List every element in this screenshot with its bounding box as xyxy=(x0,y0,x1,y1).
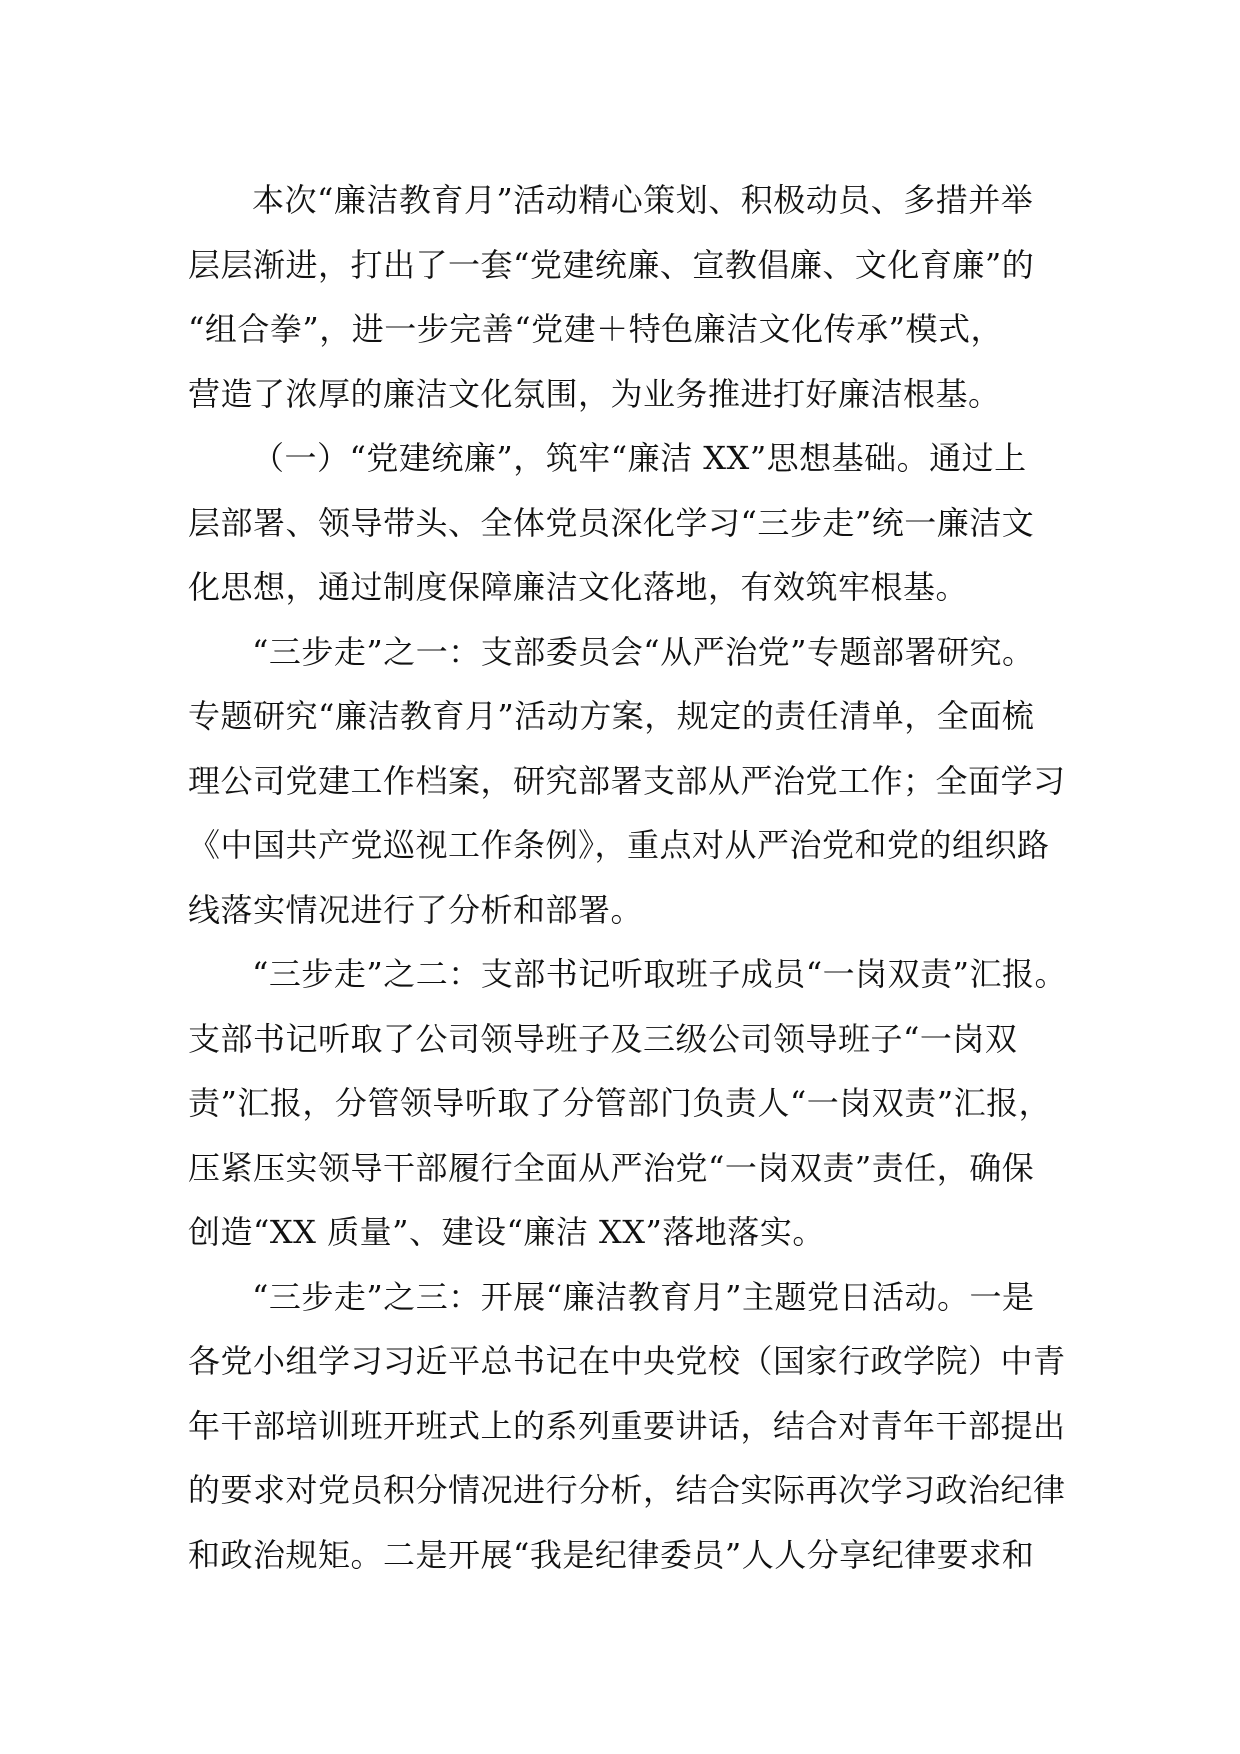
paragraph-line: 专题研究“廉洁教育月”活动方案，规定的责任清单，全面梳 xyxy=(188,697,1035,735)
paragraph-line: 创造“XX 质量”、建设“廉洁 XX”落地落实。 xyxy=(188,1213,825,1251)
paragraph-line: 化思想，通过制度保障廉洁文化落地，有效筑牢根基。 xyxy=(188,568,969,606)
paragraph-line: 层部署、领导带头、全体党员深化学习“三步走”统一廉洁文 xyxy=(188,503,1035,542)
paragraph-line: 支部书记听取了公司领导班子及三级公司领导班子“一岗双 xyxy=(188,1019,1018,1058)
paragraph-line: （一）“党建统廉”，筑牢“廉洁 XX”思想基础。通过上 xyxy=(252,439,1027,477)
paragraph-2 xyxy=(188,426,1088,620)
paragraph-line: 线落实情况进行了分析和部署。 xyxy=(188,890,644,929)
paragraph-line: 各党小组学习习近平总书记在中央党校（国家行政学院）中青 xyxy=(188,1342,1066,1380)
paragraph-line: 的要求对党员积分情况进行分析，结合实际再次学习政治纪律 xyxy=(188,1471,1066,1509)
paragraph-line: 压紧压实领导干部履行全面从严治党“一岗双责”责任，确保 xyxy=(188,1148,1035,1187)
paragraph-line: 理公司党建工作档案，研究部署支部从严治党工作；全面学习 xyxy=(188,761,1066,800)
paragraph-4 xyxy=(188,942,1088,1265)
paragraph-line: 年干部培训班开班式上的系列重要讲话，结合对青年干部提出 xyxy=(188,1406,1066,1445)
paragraph-line: “三步走”之三：开展“廉洁教育月”主题党日活动。一是 xyxy=(252,1277,1035,1316)
paragraph-line: 营造了浓厚的廉洁文化氛围，为业务推进打好廉洁根基。 xyxy=(188,374,1001,413)
paragraph-3 xyxy=(188,620,1088,943)
paragraph-line: 《中国共产党巡视工作条例》，重点对从严治党和党的组织路 xyxy=(188,826,1050,864)
paragraph-1 xyxy=(188,168,1088,426)
paragraph-line: 和政治规矩。二是开展“我是纪律委员”人人分享纪律要求和 xyxy=(188,1535,1035,1574)
paragraph-line: “三步走”之二：支部书记听取班子成员“一岗双责”汇报。 xyxy=(252,955,1067,993)
paragraph-line: “组合拳”，进一步完善“党建＋特色廉洁文化传承”模式， xyxy=(188,310,1003,348)
paragraph-line: 责”汇报，分管领导听取了分管部门负责人“一岗双责”汇报， xyxy=(188,1084,1052,1122)
document-body xyxy=(188,168,1088,1587)
paragraph-line: 本次“廉洁教育月”活动精心策划、积极动员、多措并举 xyxy=(252,181,1034,219)
paragraph-line: “三步走”之一：支部委员会“从严治党”专题部署研究。 xyxy=(252,632,1035,671)
paragraph-5 xyxy=(188,1265,1088,1588)
paragraph-line: 层层渐进，打出了一套“党建统廉、宣教倡廉、文化育廉”的 xyxy=(188,245,1035,284)
